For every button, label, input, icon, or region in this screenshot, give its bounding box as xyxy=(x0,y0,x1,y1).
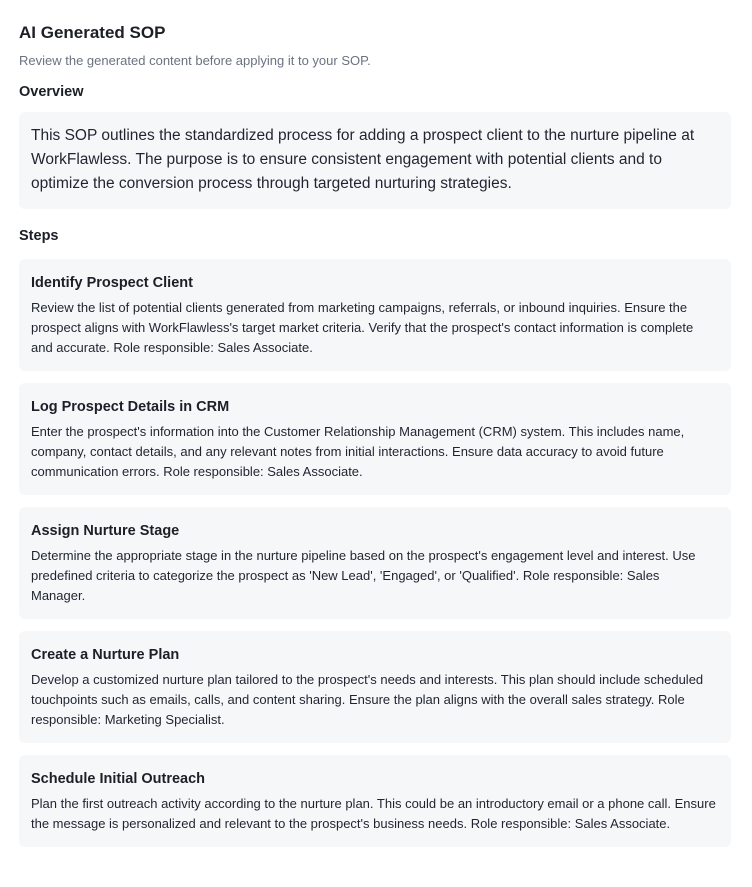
step-card xyxy=(19,259,731,371)
steps-heading: Steps xyxy=(19,228,59,244)
step-description: Plan the first outreach activity according to the nurture plan. This could be an introductory email or a phone call. Ensure the message is personalized and relevant to the prospect's business needs. Role responsible: Sales Associate. xyxy=(31,796,716,831)
step-card xyxy=(19,631,731,743)
step-card xyxy=(19,507,731,619)
overview-text: This SOP outlines the standardized process for adding a prospect client to the nurture pipeline at WorkFlawless. The purpose is to ensure consistent engagement with potential clients and to optimize the conversion process through targeted nurturing strategies. xyxy=(31,127,695,192)
step-description: Develop a customized nurture plan tailored to the prospect's needs and interests. This plan should include scheduled touchpoints such as emails, calls, and content sharing. Ensure the plan aligns with the overall sales strategy. Role responsible: Marketing Specialist. xyxy=(31,672,704,727)
step-title: Log Prospect Details in CRM xyxy=(31,399,230,415)
step-description: Enter the prospect's information into the Customer Relationship Management (CRM) system. This includes name, company, contact details, and any relevant notes from initial interactions. Ensure data accuracy to avoid future communication errors. Role responsible: Sales Associate. xyxy=(31,424,685,479)
step-card xyxy=(19,755,731,847)
overview-card xyxy=(19,112,731,209)
step-card xyxy=(19,383,731,495)
step-title: Create a Nurture Plan xyxy=(31,647,180,663)
page-subtitle: Review the generated content before applying it to your SOP. xyxy=(19,53,371,68)
overview-heading: Overview xyxy=(19,84,84,100)
steps-list xyxy=(19,259,731,847)
step-title: Identify Prospect Client xyxy=(31,275,193,291)
step-description: Determine the appropriate stage in the nurture pipeline based on the prospect's engagement level and interest. Use predefined criteria to categorize the prospect as 'New Lead', 'Engaged', or 'Qualified'. Role responsible: Sales Manager. xyxy=(31,548,696,603)
page-title: AI Generated SOP xyxy=(19,23,166,42)
step-title: Assign Nurture Stage xyxy=(31,523,180,539)
step-title: Schedule Initial Outreach xyxy=(31,771,206,787)
step-description: Review the list of potential clients generated from marketing campaigns, referrals, or inbound inquiries. Ensure the prospect aligns with WorkFlawless's target market criteria. Verify that the prospect's contact information is complete and accurate. Role responsible: Sales Associate. xyxy=(31,300,694,355)
